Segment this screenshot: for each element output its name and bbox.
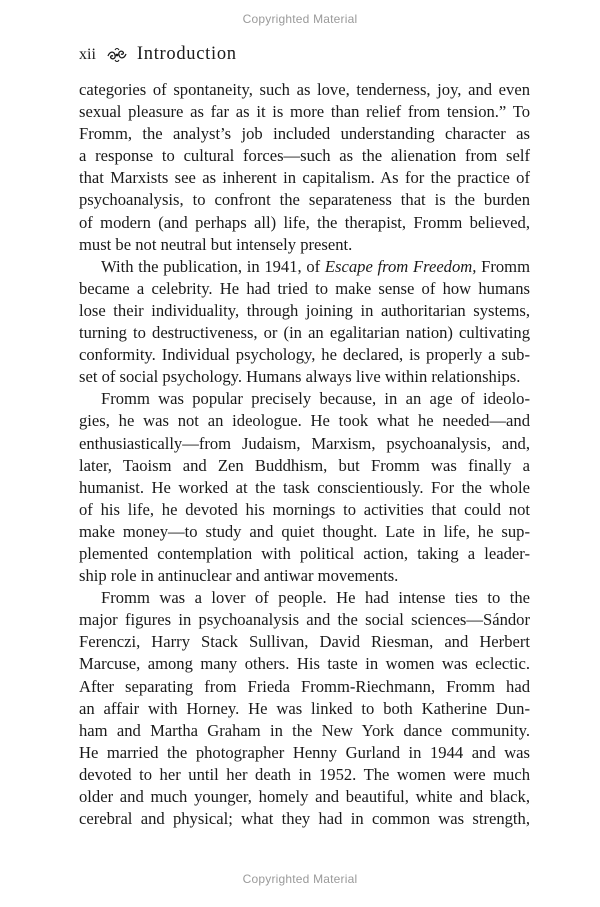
floral-ornament-icon bbox=[106, 47, 128, 63]
page-number: xii bbox=[79, 45, 96, 63]
text-line: cerebral and physical; what they had in common was strength, bbox=[79, 809, 530, 829]
text-line: must be not neutral but intensely present. bbox=[79, 234, 353, 254]
text-line: Marcuse, among many others. His taste in women was eclectic. bbox=[79, 654, 530, 674]
text-line bbox=[79, 256, 530, 278]
body-text bbox=[79, 79, 530, 830]
text-line: became a celebrity. He had tried to make sense of how humans bbox=[79, 278, 530, 298]
text-line: make money—to study and quiet thought. Late in life, he sup- bbox=[79, 521, 530, 541]
watermark-bottom: Copyrighted Material bbox=[242, 872, 358, 886]
text-line: sexual pleasure as far as it is more than relief from tension.” To bbox=[79, 102, 530, 122]
text-line: that Marxists see as inherent in capitalism. As for the practice of bbox=[79, 168, 530, 188]
text-line: of his life, he devoted his mornings to activities that could not bbox=[79, 499, 530, 519]
text-line: devoted to her until her death in 1952. The women were much bbox=[79, 764, 530, 784]
text-line: conformity. Individual psychology, he declared, is properly a sub- bbox=[79, 345, 530, 365]
text-line: Fromm, the analyst’s job included understanding character as bbox=[79, 124, 530, 144]
book-title-italic: Escape from Freedom, bbox=[324, 256, 477, 276]
paragraph-2 bbox=[79, 256, 530, 389]
text-line: gies, he was not an ideologue. He took what he needed—and bbox=[79, 411, 530, 431]
text-line: enthusiastically—from Judaism, Marxism, psychoanalysis, and, bbox=[79, 433, 530, 453]
running-head-title: Introduction bbox=[136, 44, 237, 64]
text-line: older and much younger, homely and beautiful, white and black, bbox=[79, 787, 530, 806]
text-line: plemented contemplation with political action, taking a leader- bbox=[79, 543, 530, 563]
text-line: set of social psychology. Humans always live within relationships. bbox=[79, 367, 521, 387]
text-line: He married the photographer Henny Gurland in 1944 and was bbox=[79, 742, 530, 762]
paragraph-1 bbox=[79, 79, 530, 256]
paragraph-4 bbox=[79, 587, 530, 830]
text-line: lose their individuality, through joining in authoritarian systems, bbox=[79, 300, 530, 320]
text-line: After separating from Frieda Fromm-Riechmann, Fromm had bbox=[79, 676, 530, 696]
text-line: a response to cultural forces—such as the alienation from self bbox=[79, 146, 530, 166]
text-line: ship role in antinuclear and antiwar movements. bbox=[79, 566, 399, 586]
text-line: humanist. He worked at the task conscientiously. For the whole bbox=[79, 477, 530, 497]
paragraph-3 bbox=[79, 388, 530, 587]
text-line: major figures in psychoanalysis and the social sciences—Sándor bbox=[79, 610, 530, 630]
text-line: Ferenczi, Harry Stack Sullivan, David Riesman, and Herbert bbox=[79, 632, 530, 652]
text-line: Fromm was a lover of people. He had intense ties to the bbox=[101, 588, 530, 608]
text-run: With the publication, in 1941, of bbox=[101, 256, 325, 276]
text-line: turning to destructiveness, or (in an egalitarian nation) cultivating bbox=[79, 323, 530, 343]
text-line: an affair with Horney. He was linked to both Katherine Dun- bbox=[79, 698, 530, 718]
running-head bbox=[79, 44, 237, 65]
watermark-top: Copyrighted Material bbox=[242, 12, 358, 26]
text-line: Fromm was popular precisely because, in an age of ideolo- bbox=[101, 389, 530, 409]
text-line: psychoanalysis, to confront the separateness that is the burden bbox=[79, 190, 530, 210]
text-line: categories of spontaneity, such as love, tenderness, joy, and even bbox=[79, 80, 530, 99]
text-line: ham and Martha Graham in the New York dance community. bbox=[79, 720, 530, 740]
text-line: later, Taoism and Zen Buddhism, but Fromm was finally a bbox=[79, 455, 530, 475]
text-run: Fromm bbox=[476, 256, 530, 276]
text-line: of modern (and perhaps all) life, the therapist, Fromm believed, bbox=[79, 212, 530, 232]
